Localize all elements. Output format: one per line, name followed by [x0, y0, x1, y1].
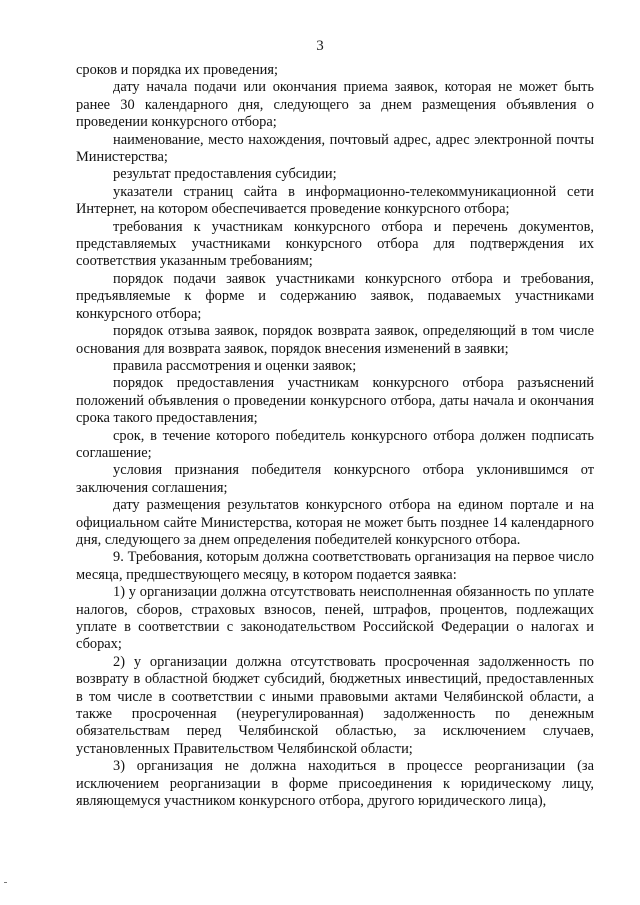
- paragraph: порядок подачи заявок участниками конкурсного отбора и требования, предъявляемые к форме и содержанию заявок, подаваемых участниками конкурсного отбора;: [76, 270, 594, 322]
- paragraph: правила рассмотрения и оценки заявок;: [113, 357, 357, 374]
- paragraph: дату размещения результатов конкурсного отбора на едином портале и на официальном сайте Министерства, которая не может быть позднее 14 календарного дня, следующего за днем определения победителей конкурсного отбора.: [76, 497, 594, 548]
- scan-edge-mark: [4, 882, 7, 883]
- page-number: 3: [316, 38, 324, 54]
- paragraph: условия признания победителя конкурсного отбора уклонившимся от заключения соглашения;: [76, 462, 594, 496]
- paragraph: наименование, место нахождения, почтовый адрес, адрес электронной почты Министерства;: [76, 131, 594, 166]
- paragraph: порядок отзыва заявок, порядок возврата заявок, определяющий в том числе основания для возврата заявок, порядок внесения изменений в заявки;: [76, 323, 594, 357]
- paragraph: 9. Требования, которым должна соответствовать организация на первое число месяца, предшествующего месяцу, в котором подается заявка:: [76, 549, 594, 583]
- paragraph: указатели страниц сайта в информационно-телекоммуникационной сети Интернет, на котором обеспечивается проведение конкурсного отбора;: [76, 183, 594, 218]
- paragraph: результат предоставления субсидии;: [113, 166, 337, 183]
- paragraph: срок, в течение которого победитель конкурсного отбора должен подписать соглашение;: [76, 427, 594, 461]
- document-body: [76, 62, 594, 810]
- paragraph: сроков и порядка их проведения;: [76, 62, 278, 78]
- paragraph: 3) организация не должна находиться в процессе реорганизации (за исключением реорганизации в форме присоединения к юридическому лицу, являющемуся участником конкурсного отбора, другого юридического лица),: [76, 758, 594, 810]
- paragraph: 1) у организации должна отсутствовать неисполненная обязанность по уплате налогов, сборов, страховых взносов, пеней, штрафов, процентов, подлежащих уплате в соответствии с законодательством Российской Федерации о налогах и сборах;: [76, 584, 594, 653]
- paragraph: порядок предоставления участникам конкурсного отбора разъяснений положений объявления о проведении конкурсного отбора, даты начала и окончания срока такого предоставления;: [76, 375, 594, 427]
- paragraph: 2) у организации должна отсутствовать просроченная задолженность по возврату в областной бюджет субсидий, бюджетных инвестиций, предоставленных в том числе в соответствии с иными правовыми актами Челябинской области, а также просроченная (неурегулированная) задолженность по денежным обязательствам перед Челябинской областью, за исключением случаев, установленных Правительством Челябинской области;: [76, 653, 594, 757]
- paragraph: дату начала подачи или окончания приема заявок, которая не может быть ранее 30 календарного дня, следующего за днем размещения объявления о проведении конкурсного отбора;: [76, 79, 594, 131]
- paragraph: требования к участникам конкурсного отбора и перечень документов, представляемых участниками конкурсного отбора для подтверждения их соответствия указанным требованиям;: [76, 218, 594, 270]
